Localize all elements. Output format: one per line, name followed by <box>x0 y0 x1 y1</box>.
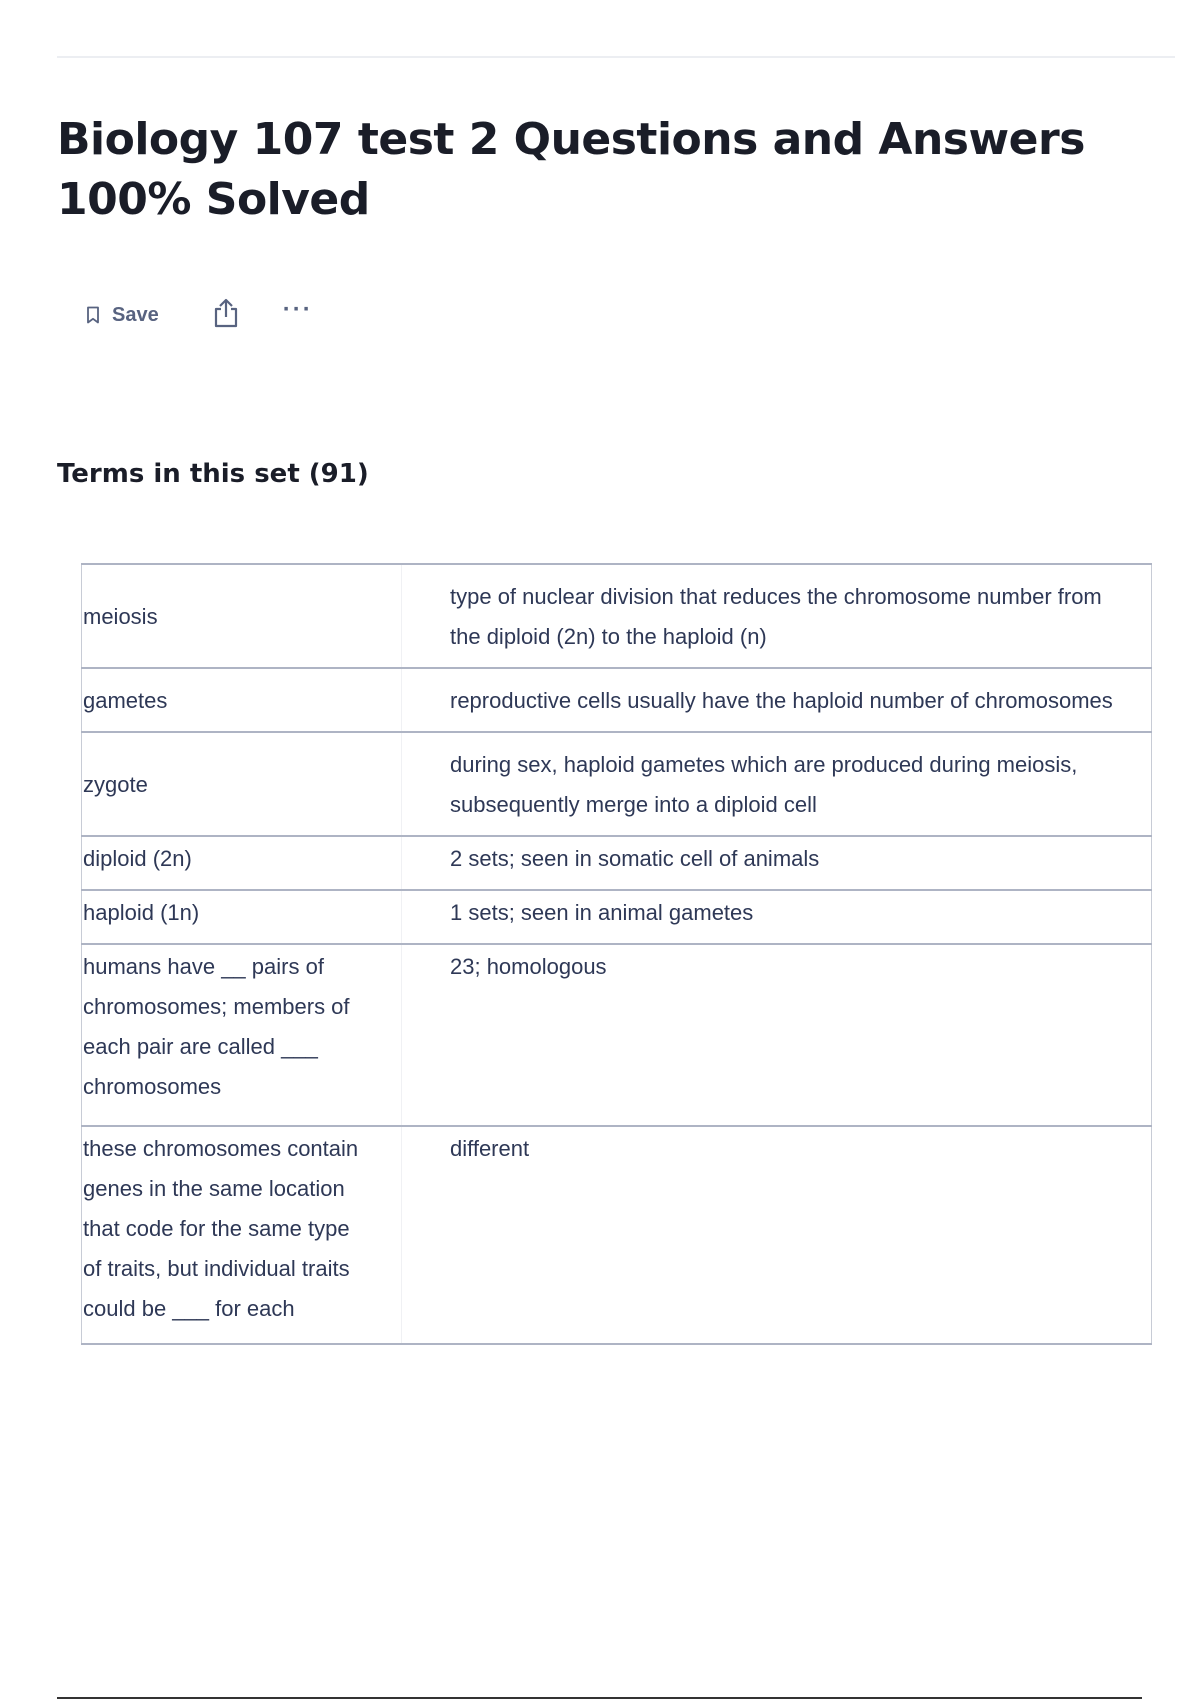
term-cell: diploid (2n) <box>82 836 402 890</box>
definition-cell: different <box>402 1126 1152 1344</box>
term-row <box>82 668 1152 732</box>
term-cell: zygote <box>82 732 402 836</box>
definition-cell: reproductive cells usually have the haploid number of chromosomes <box>402 668 1152 732</box>
terms-table <box>81 563 1152 1345</box>
definition-cell: 2 sets; seen in somatic cell of animals <box>402 836 1152 890</box>
term-cell: humans have __ pairs of chromosomes; members of each pair are called ___ chromosomes <box>82 944 402 1126</box>
term-row <box>82 1126 1152 1344</box>
term-row <box>82 944 1152 1126</box>
bookmark-icon <box>86 306 100 324</box>
term-row <box>82 732 1152 836</box>
definition-cell: during sex, haploid gametes which are produced during meiosis, subsequently merge into a diploid cell <box>402 732 1152 836</box>
save-label: Save <box>112 303 159 326</box>
term-cell: haploid (1n) <box>82 890 402 944</box>
terms-heading: Terms in this set (91) <box>57 459 369 489</box>
term-row <box>82 836 1152 890</box>
term-row <box>82 890 1152 944</box>
definition-cell: 1 sets; seen in animal gametes <box>402 890 1152 944</box>
term-cell: meiosis <box>82 564 402 668</box>
action-bar <box>86 298 313 332</box>
save-button[interactable] <box>86 304 159 327</box>
definition-cell: 23; homologous <box>402 944 1152 1126</box>
definition-cell: type of nuclear division that reduces the chromosome number from the diploid (2n) to the haploid (n) <box>402 564 1152 668</box>
more-options-button[interactable]: ··· <box>282 296 313 323</box>
top-divider <box>57 56 1175 58</box>
term-cell: these chromosomes contain genes in the same location that code for the same type of traits, but individual traits could be ___ for each <box>82 1126 402 1344</box>
term-cell: gametes <box>82 668 402 732</box>
term-row <box>82 564 1152 668</box>
bottom-divider <box>57 1697 1142 1699</box>
share-icon <box>213 298 239 333</box>
share-button[interactable] <box>213 298 239 333</box>
page-title: Biology 107 test 2 Questions and Answers 100% Solved <box>57 114 1085 225</box>
